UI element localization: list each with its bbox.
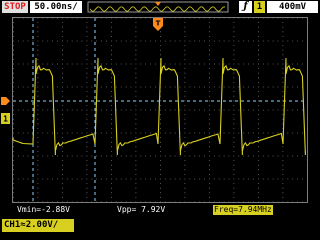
trigger-level-readout[interactable]: 400mV: [267, 1, 318, 13]
trigger-position-marker[interactable]: [153, 18, 163, 31]
freq-measurement: Freq=7.94MHz: [214, 205, 272, 214]
graticule-grid: [13, 18, 308, 202]
channel-1-scale-readout[interactable]: [2, 219, 74, 232]
vmin-measurement: Vmin=-2.88V: [17, 205, 70, 214]
ac-coupling-icon: ≈: [20, 220, 26, 230]
trigger-source-indicator[interactable]: 1: [254, 1, 265, 13]
trigger-position-label: T: [155, 19, 161, 28]
rising-edge-icon[interactable]: ƒ: [239, 1, 252, 13]
trigger-level-marker[interactable]: [1, 97, 10, 105]
channel-label: CH1: [4, 220, 21, 230]
graticule-dots: [13, 18, 308, 202]
channel-scale: 2.00V/: [25, 220, 59, 230]
channel-1-trace: [13, 58, 305, 155]
channel-1-marker[interactable]: [1, 113, 10, 124]
vpp-measurement: Vpp= 7.92V: [117, 205, 166, 214]
channel-1-marker-label: 1: [3, 114, 8, 124]
run-stop-status[interactable]: STOP: [2, 1, 28, 13]
timebase-readout[interactable]: 50.00ns/: [30, 1, 82, 13]
